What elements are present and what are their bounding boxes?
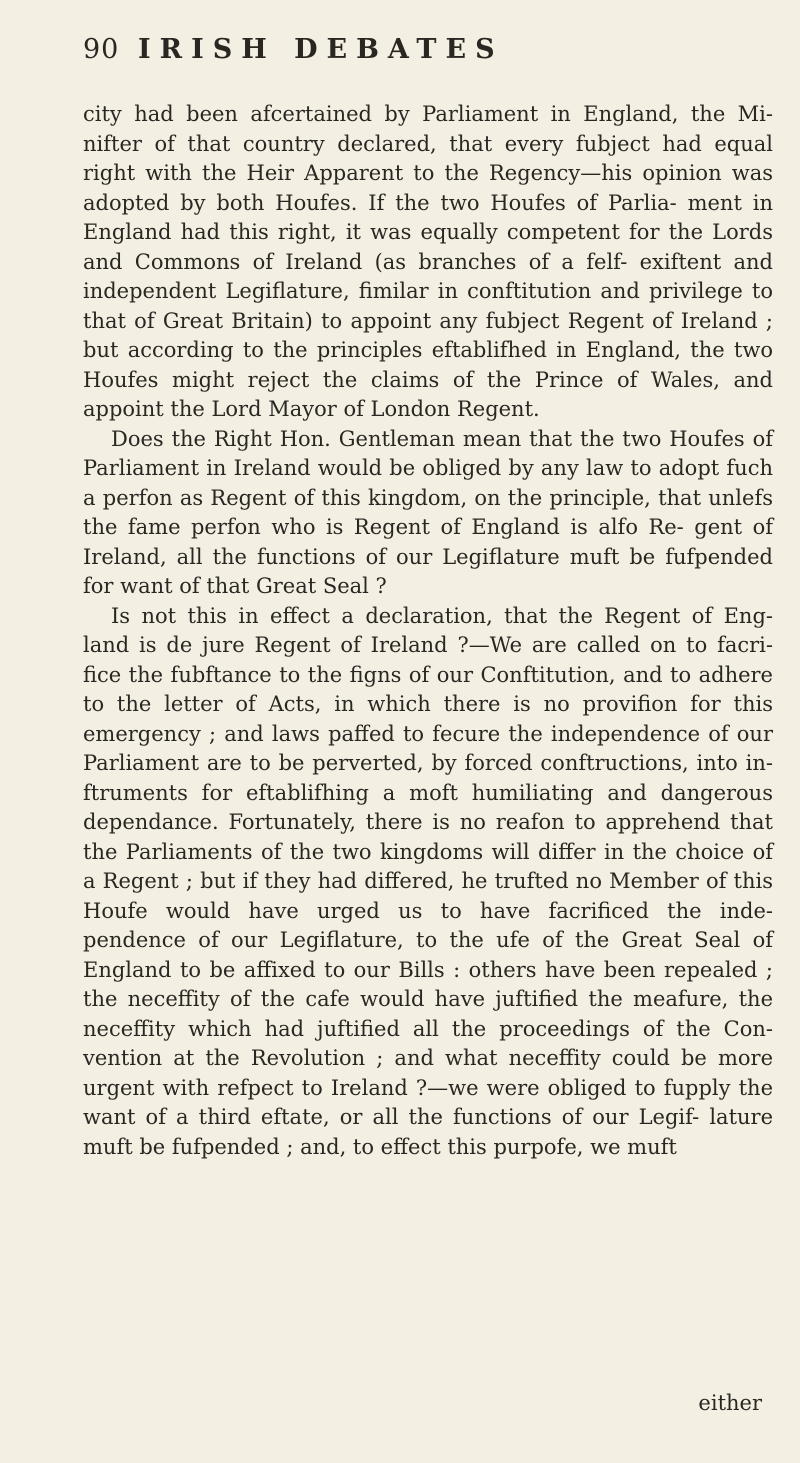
page-header xyxy=(0,34,800,84)
running-head: IRISH DEBATES xyxy=(138,34,504,65)
paragraph: Does the Right Hon. Gentleman mean that the two Houfes of Parliament in Ireland would be obliged by any law to adopt fuch a perfon as Regent of this kingdom, on the principle, that unlefs the fame perfon who is Regent of England is alfo Re- gent of Ireland, all the functions of our Legiflature muft be fufpended for want of that Great Seal ? xyxy=(83,426,773,598)
catchword: either xyxy=(698,1391,762,1415)
body-text xyxy=(83,100,773,1162)
paragraph: city had been afcertained by Parliament in England, the Mi- nifter of that country declared, that every fubject had equal right with the Heir Apparent to the Regency—his opinion was adopted by both Houfes. If the two Houfes of Parlia- ment in England had this right, it was equally competent for the Lords and Commons of Ireland (as branches of a felf- exiftent and independent Legiflature, fimilar in conftitution and privilege to that of Great Britain) to appoint any fubject Regent of Ireland ; but according to the principles eftablifhed in England, the two Houfes might reject the claims of the Prince of Wales, and appoint the Lord Mayor of London Regent. xyxy=(83,102,773,421)
page-number: 90 xyxy=(83,34,120,65)
paragraph: Is not this in effect a declaration, that the Regent of Eng- land is de jure Regent of Ireland ?—We are called on to facri- fice the fubftance to the figns of our Conftitution, and to adhere to the letter of Acts, in which there is no provifion for this emergency ; and laws paffed to fecure the independence of our Parliament are to be perverted, by forced conftructions, into in- ftruments for eftablifhing a moft humiliating and dangerous dependance. Fortunately, there is no reafon to apprehend that the Parliaments of the two kingdoms will differ in the choice of a Regent ; but if they had differed, he trufted no Member of this Houfe would have urged us to have facrificed the inde- pendence of our Legiflature, to the ufe of the Great Seal of England to be affixed to our Bills : others have been repealed ; the neceffity of the cafe would have juftified the meafure, the neceffity which had juftified all the proceedings of the Con- vention at the Revolution ; and what neceffity could be more urgent with refpect to Ireland ?—we were obliged to fupply the want of a third eftate, or all the functions of our Legif- lature muft be fufpended ; and, to effect this purpofe, we muft xyxy=(83,603,773,1159)
